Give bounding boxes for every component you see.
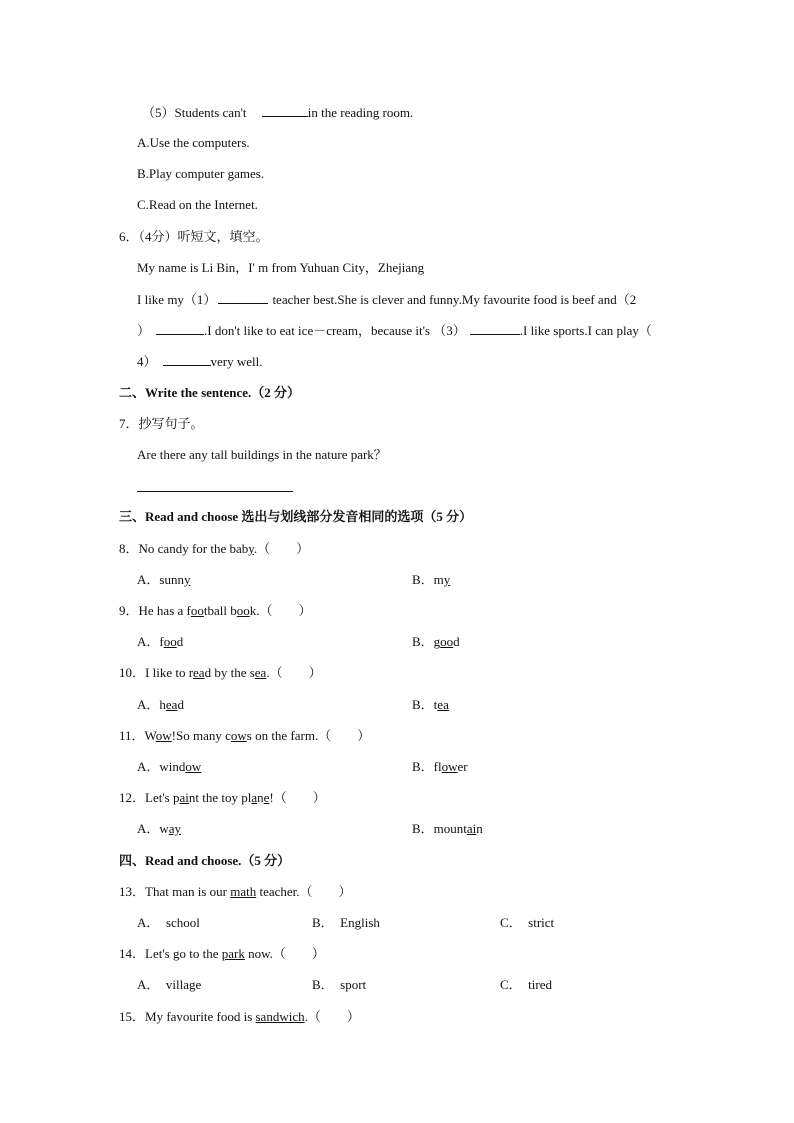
q14-option-a[interactable]: A． village bbox=[137, 977, 202, 992]
q13-options bbox=[137, 915, 697, 931]
q5-blank[interactable] bbox=[262, 104, 308, 117]
q9-stem: 9．He has a football book.（ ） bbox=[119, 603, 312, 618]
q5-option-c[interactable]: C.Read on the Internet. bbox=[137, 197, 258, 212]
q9-option-a[interactable]: A．food bbox=[137, 634, 184, 649]
q6-line3: ） .I don't like to eat ice－cream，because it's （3） .I like sports.I can play（ bbox=[137, 323, 652, 338]
q10-options bbox=[137, 697, 697, 713]
q8-option-a[interactable]: A．sunny bbox=[137, 572, 191, 587]
q10-option-b[interactable]: B．tea bbox=[412, 697, 449, 712]
q5-stem: （5）Students can't in the reading room. bbox=[142, 105, 414, 120]
q8-option-b[interactable]: B．my bbox=[412, 572, 451, 587]
q6-title: 6．（4分）听短文，填空。 bbox=[119, 229, 269, 244]
q6-blank-4[interactable] bbox=[163, 353, 211, 366]
q11-option-a[interactable]: A．window bbox=[137, 759, 202, 774]
q6-line1: My name is Li Bin，I' m from Yuhuan City，Zhejiang bbox=[137, 260, 425, 275]
q9-option-b[interactable]: B．good bbox=[412, 634, 460, 649]
q7-answer-line[interactable] bbox=[137, 491, 293, 492]
q7-sentence: Are there any tall buildings in the nature park？ bbox=[137, 447, 387, 462]
q13-option-c[interactable]: C． strict bbox=[500, 915, 555, 930]
section3-title: 三、Read and choose 选出与划线部分发音相同的选项（5 分） bbox=[119, 509, 473, 524]
q9-options bbox=[137, 634, 697, 650]
q12-option-b[interactable]: B．mountain bbox=[412, 821, 483, 836]
q14-option-b[interactable]: B． sport bbox=[312, 977, 367, 992]
q8-options bbox=[137, 572, 697, 588]
q14-stem: 14．Let's go to the park now.（ ） bbox=[119, 946, 325, 961]
q15-stem: 15．My favourite food is sandwich.（ ） bbox=[119, 1009, 360, 1024]
q13-stem: 13．That man is our math teacher.（ ） bbox=[119, 884, 352, 899]
q11-options bbox=[137, 759, 697, 775]
q6-line2: I like my（1） teacher best.She is clever and funny.My favourite food is beef and（2 bbox=[137, 292, 637, 307]
q14-options bbox=[137, 977, 697, 993]
section2-title: 二、Write the sentence.（2 分） bbox=[119, 385, 301, 400]
q11-stem: 11．Wow!So many cows on the farm.（ ） bbox=[119, 728, 371, 743]
q5-option-b[interactable]: B.Play computer games. bbox=[137, 166, 265, 181]
q7-title: 7．抄写句子。 bbox=[119, 416, 204, 431]
q8-stem: 8．No candy for the baby.（ ） bbox=[119, 541, 310, 556]
q10-stem: 10．I like to read by the sea.（ ） bbox=[119, 665, 322, 680]
q10-option-a[interactable]: A．head bbox=[137, 697, 184, 712]
q6-blank-2[interactable] bbox=[156, 322, 204, 335]
q6-blank-1[interactable] bbox=[218, 291, 268, 304]
q12-options bbox=[137, 821, 697, 837]
q12-option-a[interactable]: A．way bbox=[137, 821, 182, 836]
q12-stem: 12．Let's paint the toy plane!（ ） bbox=[119, 790, 326, 805]
q6-line4: 4） very well. bbox=[137, 354, 263, 369]
q6-blank-3[interactable] bbox=[470, 322, 520, 335]
q5-option-a[interactable]: A.Use the computers. bbox=[137, 135, 250, 150]
q13-option-b[interactable]: B． English bbox=[312, 915, 380, 930]
q14-option-c[interactable]: C． tired bbox=[500, 977, 552, 992]
q13-option-a[interactable]: A． school bbox=[137, 915, 200, 930]
q11-option-b[interactable]: B．flower bbox=[412, 759, 468, 774]
section4-title: 四、Read and choose.（5 分） bbox=[119, 853, 291, 868]
